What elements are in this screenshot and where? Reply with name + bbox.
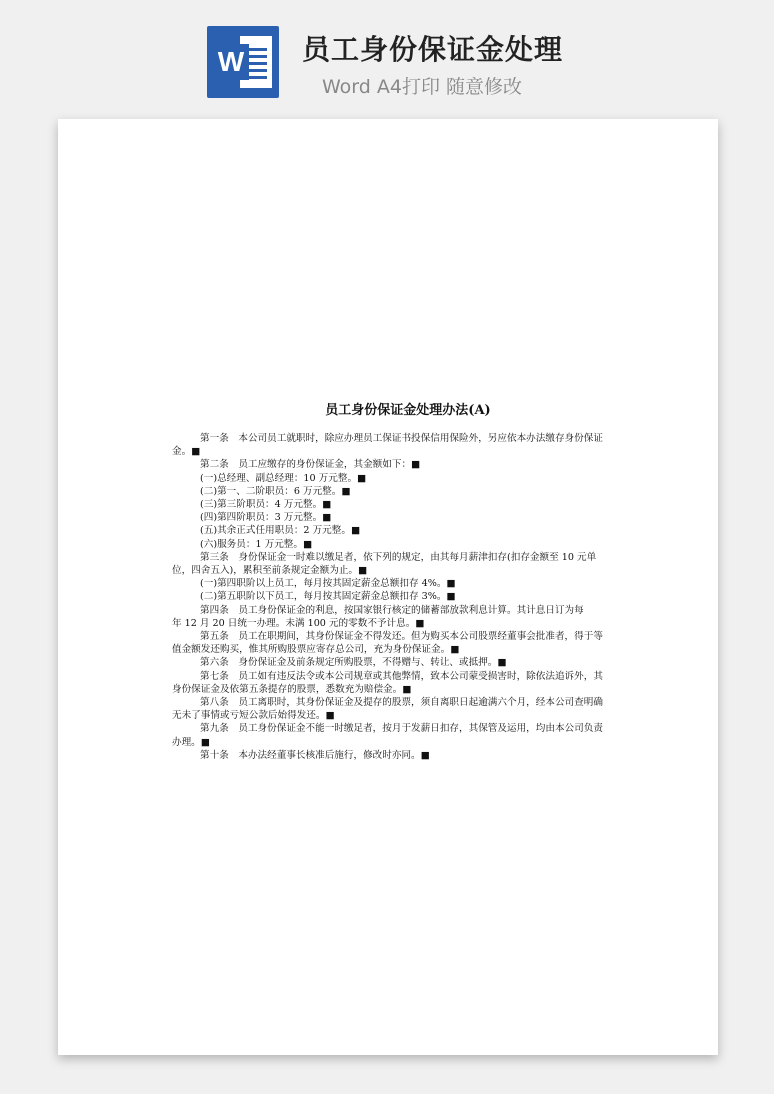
document-page [58,119,718,1055]
document-body [172,399,604,762]
word-document-icon [207,26,279,98]
paragraph: (六)服务员：1 万元整。■ [200,538,313,550]
paragraph: 第三条 身份保证金一时难以缴足者，依下列的规定，由其每月薪津扣存(扣存金额至 10 元单位，四舍五入)，累积至前条规定金额为止。■ [172,551,597,577]
paragraph: (二)第一、二阶职员：6 万元整。■ [200,485,351,497]
paragraph: 第二条 员工应缴存的身份保证金，其金额如下：■ [200,459,421,471]
paragraph: 第五条 员工在职期间，其身份保证金不得发还。但为购买本公司股票经董事会批准者，得于等值金额发还购买，惟其所购股票应寄存总公司，充为身份保证金。■ [172,631,603,656]
paragraph: (一)总经理、副总经理：10 万元整。■ [200,472,367,484]
page-title: 员工身份保证金处理 [302,33,564,66]
paragraph: (二)第五职阶以下员工，每月按其固定薪金总额扣存 3%。■ [200,591,456,603]
paragraph: 第六条 身份保证金及前条规定所购股票，不得赠与、转让、或抵押。■ [200,657,507,669]
paragraph: 第七条 员工如有违反法令或本公司规章或其他弊情，致本公司蒙受损害时，除依法追诉外，其身份保证金及依第五条提存的股票，悉数充为赔偿金。■ [172,670,603,695]
paragraph: (三)第三阶职员：4 万元整。■ [200,499,332,511]
paragraph: 第十条 本办法经董事长核准后施行，修改时亦同。■ [200,749,430,761]
document-title: 员工身份保证金处理办法(A) [325,403,491,418]
word-letter: W [213,44,249,80]
paragraph: (五)其余正式任用职员：2 万元整。■ [200,525,361,537]
paragraph: 第八条 员工离职时，其身份保证金及提存的股票，须自离职日起逾满六个月，经本公司查明确无未了事情或亏短公款后始得发还。■ [172,697,603,722]
paragraph: 第四条 员工身份保证金的利息，按国家银行核定的储蓄部放款利息计算。其计息日订为每 [200,604,584,616]
header [0,0,774,110]
paragraph: 第九条 员工身份保证金不能一时缴足者，按月于发薪日扣存，其保管及运用，均由本公司负责办理。■ [172,723,603,748]
paragraph: 年 12 月 20 日统一办理。未满 100 元的零数不予计息。■ [172,617,425,629]
paragraph: (一)第四职阶以上员工，每月按其固定薪金总额扣存 4%。■ [200,578,456,590]
paragraph: (四)第四阶职员：3 万元整。■ [200,512,332,524]
page-subtitle: Word A4打印 随意修改 [322,76,523,98]
paragraph: 第一条 本公司员工就职时，除应办理员工保证书投保信用保险外，另应依本办法缴存身份保证金。■ [172,433,603,458]
